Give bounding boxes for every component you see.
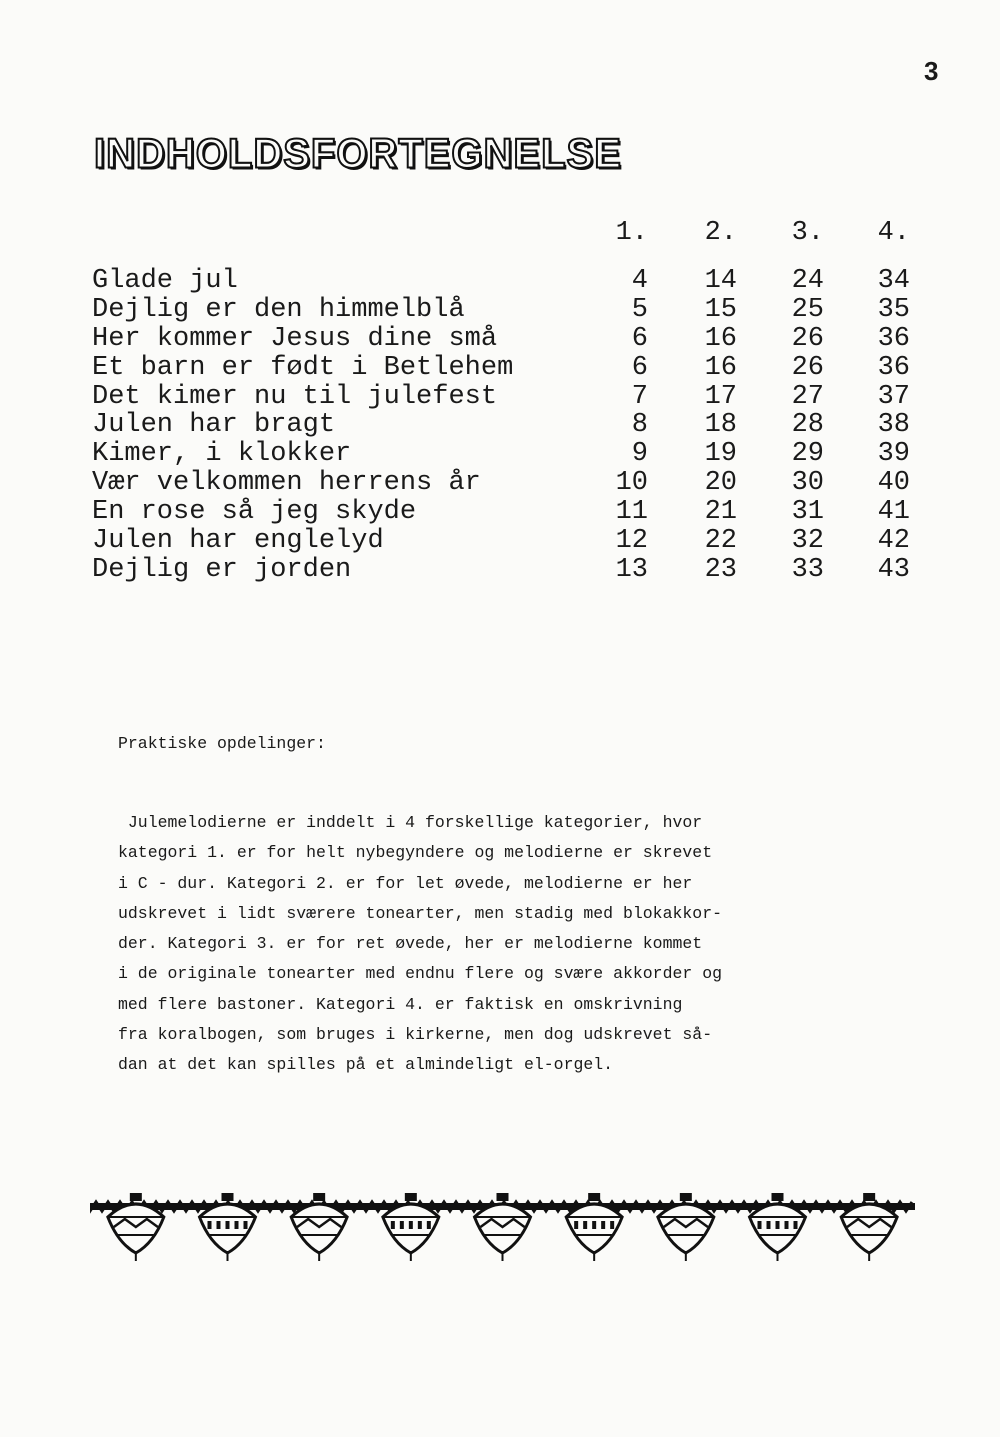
song-index-list (0, 266, 1000, 584)
page-ref-cat-3: 29 (791, 439, 824, 470)
paragraph-line: fra koralbogen, som bruges i kirkerne, men dog udskrevet så- (118, 1025, 713, 1045)
song-title: Dejlig er jorden (92, 554, 352, 585)
song-title: En rose så jeg skyde (92, 497, 417, 528)
page-ref-cat-2: 19 (704, 439, 737, 470)
song-row (0, 295, 1000, 324)
page-ref-cat-1: 5 (631, 294, 648, 325)
page-ref-cat-2: 16 (704, 323, 737, 354)
song-title: Julen har englelyd (92, 526, 384, 557)
page-ref-cat-3: 24 (791, 266, 824, 296)
page-ref-cat-3: 25 (791, 294, 824, 325)
page-ref-cat-1: 13 (615, 554, 648, 585)
song-row (0, 324, 1000, 353)
column-header-3: 3. (791, 218, 824, 248)
page-ref-cat-4: 41 (877, 497, 910, 528)
page-number: 3 (924, 56, 939, 86)
song-row (0, 382, 1000, 411)
page-title: INDHOLDSFORTEGNELSE (94, 130, 622, 178)
page-ref-cat-1: 12 (615, 526, 648, 557)
page-ref-cat-2: 22 (704, 526, 737, 557)
song-row (0, 266, 1000, 295)
christmas-ornament-garland-icon (90, 1185, 915, 1265)
paragraph-line: i C - dur. Kategori 2. er for let øvede, melodierne er her (118, 873, 693, 893)
column-header-2: 2. (704, 218, 737, 248)
song-row (0, 353, 1000, 382)
page-ref-cat-4: 37 (877, 381, 910, 412)
song-title: Et barn er født i Betlehem (92, 352, 514, 383)
song-row (0, 468, 1000, 497)
page-ref-cat-4: 43 (877, 554, 910, 585)
page-ref-cat-2: 23 (704, 554, 737, 585)
column-header-1: 1. (615, 218, 648, 248)
song-row (0, 555, 1000, 584)
song-row (0, 497, 1000, 526)
page-ref-cat-1: 7 (631, 381, 648, 412)
notes-paragraph (118, 808, 898, 1081)
song-title: Dejlig er den himmelblå (92, 294, 465, 325)
page-ref-cat-1: 10 (615, 468, 648, 499)
paragraph-line: i de originale tonearter med endnu flere og svære akkorder og (118, 964, 722, 984)
song-row (0, 439, 1000, 468)
page-ref-cat-4: 35 (877, 294, 910, 325)
page-ref-cat-2: 21 (704, 497, 737, 528)
page-ref-cat-2: 14 (704, 266, 737, 296)
song-title: Her kommer Jesus dine små (92, 323, 498, 354)
page-ref-cat-4: 39 (877, 439, 910, 470)
song-title: Det kimer nu til julefest (92, 381, 498, 412)
page-ref-cat-4: 38 (877, 410, 910, 441)
page-ref-cat-4: 36 (877, 352, 910, 383)
page-ref-cat-4: 36 (877, 323, 910, 354)
column-header-4: 4. (877, 218, 910, 248)
page-ref-cat-2: 15 (704, 294, 737, 325)
song-title: Julen har bragt (92, 410, 336, 441)
page-ref-cat-1: 8 (631, 410, 648, 441)
song-title: Glade jul (92, 266, 238, 296)
page-ref-cat-3: 33 (791, 554, 824, 585)
category-column-headers (0, 218, 1000, 252)
song-row (0, 410, 1000, 439)
page-ref-cat-2: 18 (704, 410, 737, 441)
page-ref-cat-3: 27 (791, 381, 824, 412)
page-ref-cat-4: 34 (877, 266, 910, 296)
page-ref-cat-3: 30 (791, 468, 824, 499)
notes-heading: Praktiske opdelinger: (118, 734, 326, 753)
song-title: Vær velkommen herrens år (92, 468, 481, 499)
page-ref-cat-1: 9 (631, 439, 648, 470)
page-ref-cat-3: 26 (791, 352, 824, 383)
paragraph-line: udskrevet i lidt sværere tonearter, men stadig med blokakkor- (118, 903, 722, 923)
page-ref-cat-1: 6 (631, 323, 648, 354)
page-ref-cat-3: 28 (791, 410, 824, 441)
page-ref-cat-3: 26 (791, 323, 824, 354)
paragraph-line: Julemelodierne er inddelt i 4 forskellige kategorier, hvor (118, 813, 703, 832)
paragraph-line: dan at det kan spilles på et almindeligt el-orgel. (118, 1055, 614, 1075)
page-ref-cat-1: 6 (631, 352, 648, 383)
paragraph-line: med flere bastoner. Kategori 4. er faktisk en omskrivning (118, 994, 683, 1014)
page-ref-cat-1: 11 (615, 497, 648, 528)
page-ref-cat-4: 40 (877, 468, 910, 499)
page-ref-cat-2: 16 (704, 352, 737, 383)
page-ref-cat-1: 4 (631, 266, 648, 296)
paragraph-line: der. Kategori 3. er for ret øvede, her er melodierne kommet (118, 934, 703, 954)
page-ref-cat-3: 31 (791, 497, 824, 528)
page-ref-cat-2: 20 (704, 468, 737, 499)
page-ref-cat-2: 17 (704, 381, 737, 412)
song-row (0, 526, 1000, 555)
paragraph-line: kategori 1. er for helt nybegyndere og melodierne er skrevet (118, 843, 713, 863)
page-ref-cat-3: 32 (791, 526, 824, 557)
page-ref-cat-4: 42 (877, 526, 910, 557)
song-title: Kimer, i klokker (92, 439, 352, 470)
